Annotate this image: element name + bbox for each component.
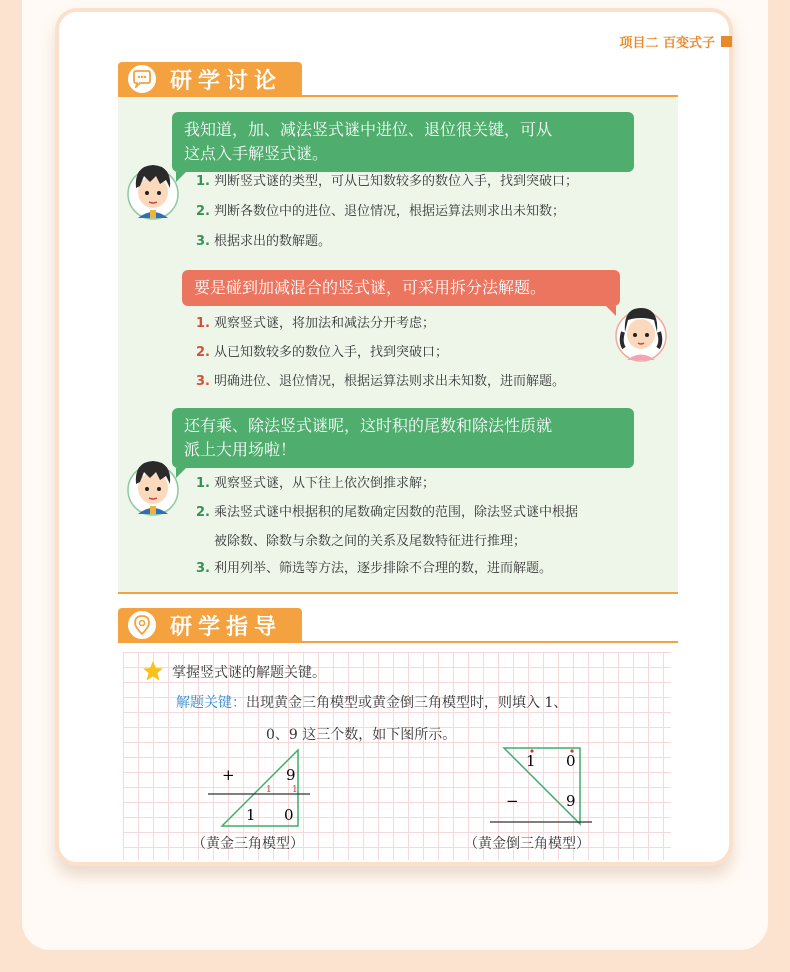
bubble-line: 这点入手解竖式谜。 [184, 144, 329, 163]
divider [118, 592, 678, 594]
speech-bubble-icon [126, 63, 158, 95]
list-item-continued: 被除数、除数与余数之间的关系及尾数特征进行推理； [214, 534, 527, 549]
location-pin-icon [126, 609, 158, 641]
list-item: 3. 明确进位、退位情况，根据运算法则求出未知数，进而解题。 [196, 374, 566, 389]
digit: 0 [566, 752, 576, 770]
list-item: 2. 乘法竖式谜中根据积的尾数确定因数的范围，除法竖式谜中根据 [196, 505, 579, 520]
bubble-line: 要是碰到加减混合的竖式谜，可采用拆分法解题。 [194, 278, 547, 297]
girl-avatar [614, 302, 668, 364]
digit: 9 [286, 766, 296, 784]
digit: 1 [246, 806, 256, 824]
list-item: 2. 从已知数较多的数位入手，找到突破口； [196, 345, 449, 360]
bubble-line: 我知道，加、减法竖式谜中进位、退位很关键，可从 [184, 120, 553, 139]
header-square-icon [721, 36, 732, 47]
golden-triangle-diagram [200, 744, 320, 832]
caption: （黄金倒三角模型） [464, 836, 590, 852]
digit: 1 [526, 752, 536, 770]
speech-bubble-girl [182, 270, 620, 306]
guide-tab [118, 608, 302, 642]
key-text: 出现黄金三角模型或黄金倒三角模型时，则填入 1、 [246, 695, 568, 711]
guide-intro: 掌握竖式谜的解题关键。 [172, 665, 326, 681]
list-item: 1. 判断竖式谜的类型，可从已知数较多的数位入手，找到突破口； [196, 174, 579, 189]
guide-title: 研学指导 [170, 614, 283, 640]
plus-sign: + [222, 766, 235, 784]
speech-bubble-boy-1 [172, 112, 634, 172]
carry-mark: 1 [292, 785, 298, 795]
list-item: 1. 观察竖式谜，从下往上依次倒推求解； [196, 476, 436, 491]
list-item: 2. 判断各数位中的进位、退位情况，根据运算法则求出未知数； [196, 204, 566, 219]
page-header [619, 32, 732, 51]
speech-bubble-boy-2 [172, 408, 634, 468]
carry-mark: 1 [266, 785, 272, 795]
discussion-tab [118, 62, 302, 96]
boy-avatar [126, 160, 180, 222]
bubble-line: 还有乘、除法竖式谜呢，这时积的尾数和除法性质就 [184, 416, 553, 435]
digit: 0 [284, 806, 294, 824]
guide-key-line-2: 0、9 这三个数，如下图所示。 [266, 727, 457, 743]
list-item: 1. 观察竖式谜，将加法和减法分开考虑； [196, 316, 436, 331]
star-icon [142, 660, 164, 686]
list-item: 3. 利用列举、筛选等方法，逐步排除不合理的数，进而解题。 [196, 561, 553, 576]
discussion-title: 研学讨论 [170, 68, 283, 94]
bubble-line: 派上大用场啦！ [184, 440, 297, 459]
key-label: 解题关键： [176, 695, 246, 711]
digit: 9 [566, 792, 576, 810]
guide-key-line [176, 692, 567, 712]
divider [118, 641, 678, 643]
header-text: 项目二 百变式子 [619, 36, 715, 51]
list-item: 3. 根据求出的数解题。 [196, 234, 332, 249]
minus-sign: − [506, 792, 519, 810]
caption: （黄金三角模型） [192, 836, 304, 852]
golden-inverted-triangle-diagram [488, 744, 608, 830]
boy-avatar [126, 456, 180, 518]
